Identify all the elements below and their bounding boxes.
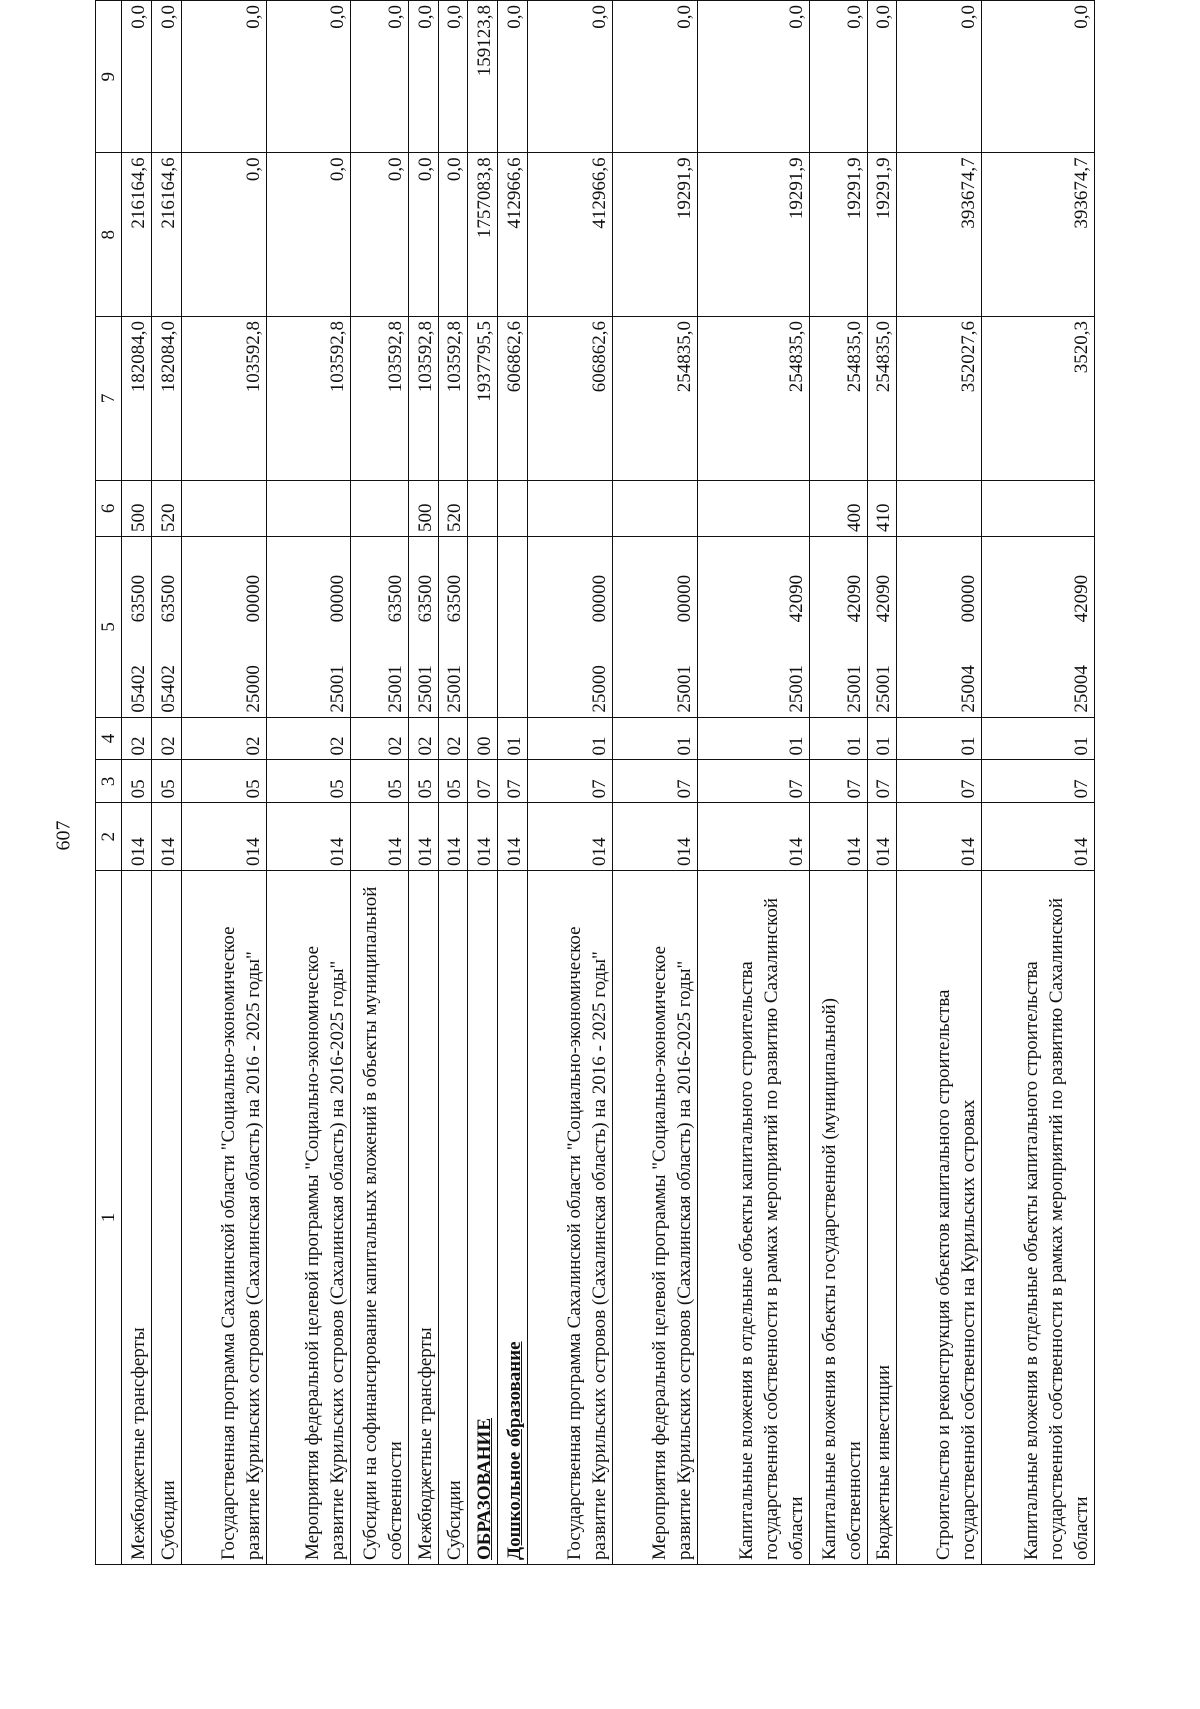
amount-col8: 0,0 — [408, 153, 438, 317]
target-article-code: 25001 00000 — [266, 537, 351, 718]
table-row — [498, 1, 528, 1565]
grbs-code: 014 — [810, 803, 867, 871]
row-name: Строительство и реконструкция объектов капитального строительства государственной собственности на Курильских островах — [897, 871, 982, 1565]
amount-col9: 0,0 — [122, 1, 152, 153]
amount-col8: 412966,6 — [527, 153, 612, 317]
table-row — [897, 1, 982, 1565]
column-header-6: 6 — [96, 480, 122, 536]
column-header-1: 1 — [96, 871, 122, 1565]
column-header-8: 8 — [96, 153, 122, 317]
amount-col9: 0,0 — [810, 1, 867, 153]
subsection-code: 02 — [408, 717, 438, 760]
column-header-5: 5 — [96, 537, 122, 718]
amount-col7: 606862,6 — [527, 317, 612, 481]
budget-table — [95, 0, 1095, 1565]
amount-col8: 19291,9 — [612, 153, 697, 317]
amount-col9: 0,0 — [697, 1, 810, 153]
target-article-code: 25001 42090 — [867, 537, 897, 718]
target-article-code: 25001 63500 — [351, 537, 408, 718]
subsection-code: 02 — [151, 717, 181, 760]
table-row — [527, 1, 612, 1565]
subsection-code: 02 — [122, 717, 152, 760]
section-code: 07 — [982, 760, 1095, 803]
section-code: 07 — [810, 760, 867, 803]
amount-col7: 606862,6 — [498, 317, 528, 481]
column-header-2: 2 — [96, 803, 122, 871]
target-article-code: 25000 00000 — [527, 537, 612, 718]
amount-col9: 159123,8 — [468, 1, 498, 153]
section-code: 05 — [122, 760, 152, 803]
expense-type-code: 500 — [408, 480, 438, 536]
target-article-code: 25000 00000 — [181, 537, 266, 718]
amount-col8: 19291,9 — [867, 153, 897, 317]
subsection-code: 01 — [612, 717, 697, 760]
subsection-code: 02 — [266, 717, 351, 760]
amount-col8: 216164,6 — [122, 153, 152, 317]
subsection-code: 00 — [468, 717, 498, 760]
subsection-code: 01 — [982, 717, 1095, 760]
target-article-code: 25001 63500 — [438, 537, 468, 718]
table-row — [151, 1, 181, 1565]
subsection-code: 02 — [181, 717, 266, 760]
section-code: 07 — [527, 760, 612, 803]
amount-col9: 0,0 — [266, 1, 351, 153]
expense-type-code — [181, 480, 266, 536]
grbs-code: 014 — [612, 803, 697, 871]
header-row — [96, 1, 122, 1565]
amount-col9: 0,0 — [897, 1, 982, 153]
amount-col7: 352027,6 — [897, 317, 982, 481]
amount-col7: 182084,0 — [151, 317, 181, 481]
target-article-code — [468, 537, 498, 718]
row-name: ОБРАЗОВАНИЕ — [468, 871, 498, 1565]
amount-col8: 0,0 — [438, 153, 468, 317]
expense-type-code — [266, 480, 351, 536]
row-name: Мероприятия федеральной целевой программы "Социально-экономическое развитие Курильских островов (Сахалинская область) на 2016-2025 годы" — [612, 871, 697, 1565]
section-code: 07 — [468, 760, 498, 803]
amount-col7: 254835,0 — [810, 317, 867, 481]
amount-col9: 0,0 — [867, 1, 897, 153]
expense-type-code — [351, 480, 408, 536]
expense-type-code: 520 — [438, 480, 468, 536]
subsection-code: 01 — [897, 717, 982, 760]
expense-type-code — [527, 480, 612, 536]
amount-col7: 3520,3 — [982, 317, 1095, 481]
column-header-7: 7 — [96, 317, 122, 481]
subsection-code: 01 — [697, 717, 810, 760]
section-code: 07 — [612, 760, 697, 803]
amount-col7: 254835,0 — [867, 317, 897, 481]
grbs-code: 014 — [351, 803, 408, 871]
subsection-code: 01 — [867, 717, 897, 760]
amount-col8: 393674,7 — [982, 153, 1095, 317]
expense-type-code — [612, 480, 697, 536]
row-name: Субсидии на софинансирование капитальных вложений в объекты муниципальной собственности — [351, 871, 408, 1565]
section-code: 05 — [181, 760, 266, 803]
row-name: Капитальные вложения в отдельные объекты капитального строительства государственной собственности в рамках мероприятий по развитию Сахалинской области — [982, 871, 1095, 1565]
amount-col8: 1757083,8 — [468, 153, 498, 317]
amount-col9: 0,0 — [351, 1, 408, 153]
section-code: 07 — [498, 760, 528, 803]
section-code: 07 — [897, 760, 982, 803]
amount-col7: 182084,0 — [122, 317, 152, 481]
row-name: Государственная программа Сахалинской области "Социально-экономическое развитие Курильских островов (Сахалинская область) на 2016 - 2025 годы" — [181, 871, 266, 1565]
section-code: 07 — [867, 760, 897, 803]
target-article-code: 05402 63500 — [122, 537, 152, 718]
subsection-code: 01 — [498, 717, 528, 760]
target-article-code: 05402 63500 — [151, 537, 181, 718]
grbs-code: 014 — [867, 803, 897, 871]
table-row — [266, 1, 351, 1565]
section-code: 05 — [151, 760, 181, 803]
target-article-code: 25001 42090 — [810, 537, 867, 718]
row-name: Субсидии — [151, 871, 181, 1565]
grbs-code: 014 — [697, 803, 810, 871]
row-name: Государственная программа Сахалинской области "Социально-экономическое развитие Курильских островов (Сахалинская область) на 2016 - 2025 годы" — [527, 871, 612, 1565]
table-row — [810, 1, 867, 1565]
table-row — [351, 1, 408, 1565]
amount-col7: 254835,0 — [697, 317, 810, 481]
table-row — [122, 1, 152, 1565]
subsection-code: 02 — [351, 717, 408, 760]
column-header-9: 9 — [96, 1, 122, 153]
table-row — [697, 1, 810, 1565]
amount-col9: 0,0 — [527, 1, 612, 153]
expense-type-code: 410 — [867, 480, 897, 536]
amount-col7: 103592,8 — [351, 317, 408, 481]
amount-col8: 216164,6 — [151, 153, 181, 317]
row-name: Мероприятия федеральной целевой программы "Социально-экономическое развитие Курильских островов (Сахалинская область) на 2016-2025 годы" — [266, 871, 351, 1565]
expense-type-code: 520 — [151, 480, 181, 536]
subsection-code: 02 — [438, 717, 468, 760]
expense-type-code: 500 — [122, 480, 152, 536]
target-article-code: 25001 00000 — [612, 537, 697, 718]
amount-col9: 0,0 — [408, 1, 438, 153]
amount-col9: 0,0 — [498, 1, 528, 153]
amount-col7: 103592,8 — [266, 317, 351, 481]
amount-col8: 0,0 — [181, 153, 266, 317]
amount-col9: 0,0 — [151, 1, 181, 153]
grbs-code: 014 — [468, 803, 498, 871]
amount-col7: 103592,8 — [408, 317, 438, 481]
row-name: Капитальные вложения в объекты государственной (муниципальной) собственности — [810, 871, 867, 1565]
table-row — [612, 1, 697, 1565]
column-header-4: 4 — [96, 717, 122, 760]
grbs-code: 014 — [498, 803, 528, 871]
target-article-code: 25001 42090 — [697, 537, 810, 718]
amount-col9: 0,0 — [438, 1, 468, 153]
section-code: 05 — [438, 760, 468, 803]
expense-type-code — [897, 480, 982, 536]
amount-col8: 0,0 — [351, 153, 408, 317]
grbs-code: 014 — [897, 803, 982, 871]
amount-col8: 393674,7 — [897, 153, 982, 317]
row-name: Капитальные вложения в отдельные объекты капитального строительства государственной собственности в рамках мероприятий по развитию Сахалинской области — [697, 871, 810, 1565]
subsection-code: 01 — [810, 717, 867, 760]
amount-col9: 0,0 — [181, 1, 266, 153]
amount-col7: 254835,0 — [612, 317, 697, 481]
expense-type-code: 400 — [810, 480, 867, 536]
budget-table-rotated — [95, 0, 1095, 1565]
grbs-code: 014 — [181, 803, 266, 871]
amount-col9: 0,0 — [612, 1, 697, 153]
target-article-code: 25004 42090 — [982, 537, 1095, 718]
expense-type-code — [982, 480, 1095, 536]
row-name: Межбюджетные трансферты — [408, 871, 438, 1565]
target-article-code — [498, 537, 528, 718]
subsection-code: 01 — [527, 717, 612, 760]
page-number: 607 — [52, 820, 75, 850]
expense-type-code — [468, 480, 498, 536]
target-article-code: 25001 63500 — [408, 537, 438, 718]
grbs-code: 014 — [527, 803, 612, 871]
amount-col8: 0,0 — [266, 153, 351, 317]
grbs-code: 014 — [151, 803, 181, 871]
amount-col8: 19291,9 — [810, 153, 867, 317]
section-code: 05 — [408, 760, 438, 803]
table-row — [982, 1, 1095, 1565]
amount-col7: 103592,8 — [438, 317, 468, 481]
grbs-code: 014 — [266, 803, 351, 871]
section-code: 07 — [697, 760, 810, 803]
section-code: 05 — [351, 760, 408, 803]
row-name: Межбюджетные трансферты — [122, 871, 152, 1565]
section-code: 05 — [266, 760, 351, 803]
table-row — [408, 1, 438, 1565]
amount-col8: 19291,9 — [697, 153, 810, 317]
table-row — [867, 1, 897, 1565]
amount-col9: 0,0 — [982, 1, 1095, 153]
row-name: Субсидии — [438, 871, 468, 1565]
column-header-3: 3 — [96, 760, 122, 803]
amount-col8: 412966,6 — [498, 153, 528, 317]
expense-type-code — [697, 480, 810, 536]
expense-type-code — [498, 480, 528, 536]
grbs-code: 014 — [438, 803, 468, 871]
table-row — [181, 1, 266, 1565]
grbs-code: 014 — [408, 803, 438, 871]
row-name: Бюджетные инвестиции — [867, 871, 897, 1565]
amount-col7: 1937795,5 — [468, 317, 498, 481]
grbs-code: 014 — [982, 803, 1095, 871]
row-name: Дошкольное образование — [498, 871, 528, 1565]
target-article-code: 25004 00000 — [897, 537, 982, 718]
table-row — [468, 1, 498, 1565]
table-row — [438, 1, 468, 1565]
grbs-code: 014 — [122, 803, 152, 871]
table-body — [122, 1, 1095, 1565]
amount-col7: 103592,8 — [181, 317, 266, 481]
